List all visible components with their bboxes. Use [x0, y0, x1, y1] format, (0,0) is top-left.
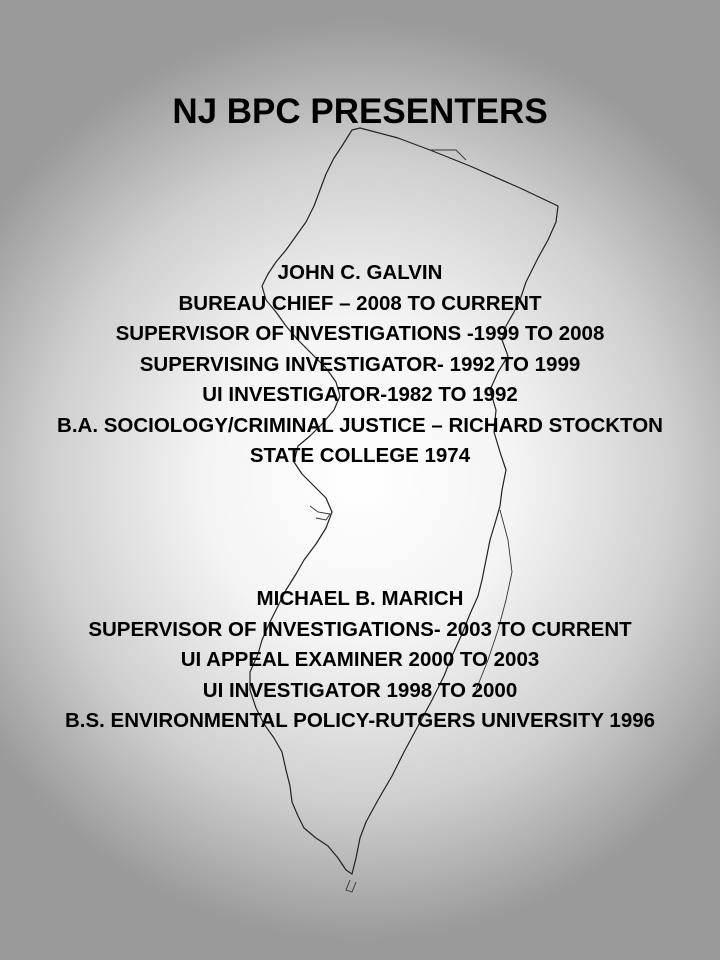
bio-line: B.S. ENVIRONMENTAL POLICY-RUTGERS UNIVERSITY 1996	[64, 709, 656, 732]
bio-line: SUPERVISOR OF INVESTIGATIONS -1999 TO 2008	[115, 322, 605, 345]
bio-line: STATE COLLEGE 1974	[249, 444, 471, 467]
bio-line: UI INVESTIGATOR-1982 TO 1992	[202, 383, 518, 406]
bio-line: UI INVESTIGATOR 1998 TO 2000	[202, 678, 518, 702]
bio-line: SUPERVISING INVESTIGATOR- 1992 TO 1999	[139, 352, 581, 376]
presenter-bio-marich	[0, 584, 720, 737]
presenter-bio-galvin	[0, 258, 720, 472]
bio-line: B.A. SOCIOLOGY/CRIMINAL JUSTICE – RICHARD STOCKTON	[57, 413, 663, 437]
bio-line: UI APPEAL EXAMINER 2000 TO 2003	[180, 648, 540, 671]
slide-title: NJ BPC PRESENTERS	[172, 92, 548, 131]
presenter-name: MICHAEL B. MARICH	[256, 587, 464, 610]
presenter-name: JOHN C. GALVIN	[277, 261, 443, 284]
bio-line: BUREAU CHIEF – 2008 TO CURRENT	[178, 291, 542, 315]
bio-line: SUPERVISOR OF INVESTIGATIONS- 2003 TO CURRENT	[88, 617, 632, 641]
